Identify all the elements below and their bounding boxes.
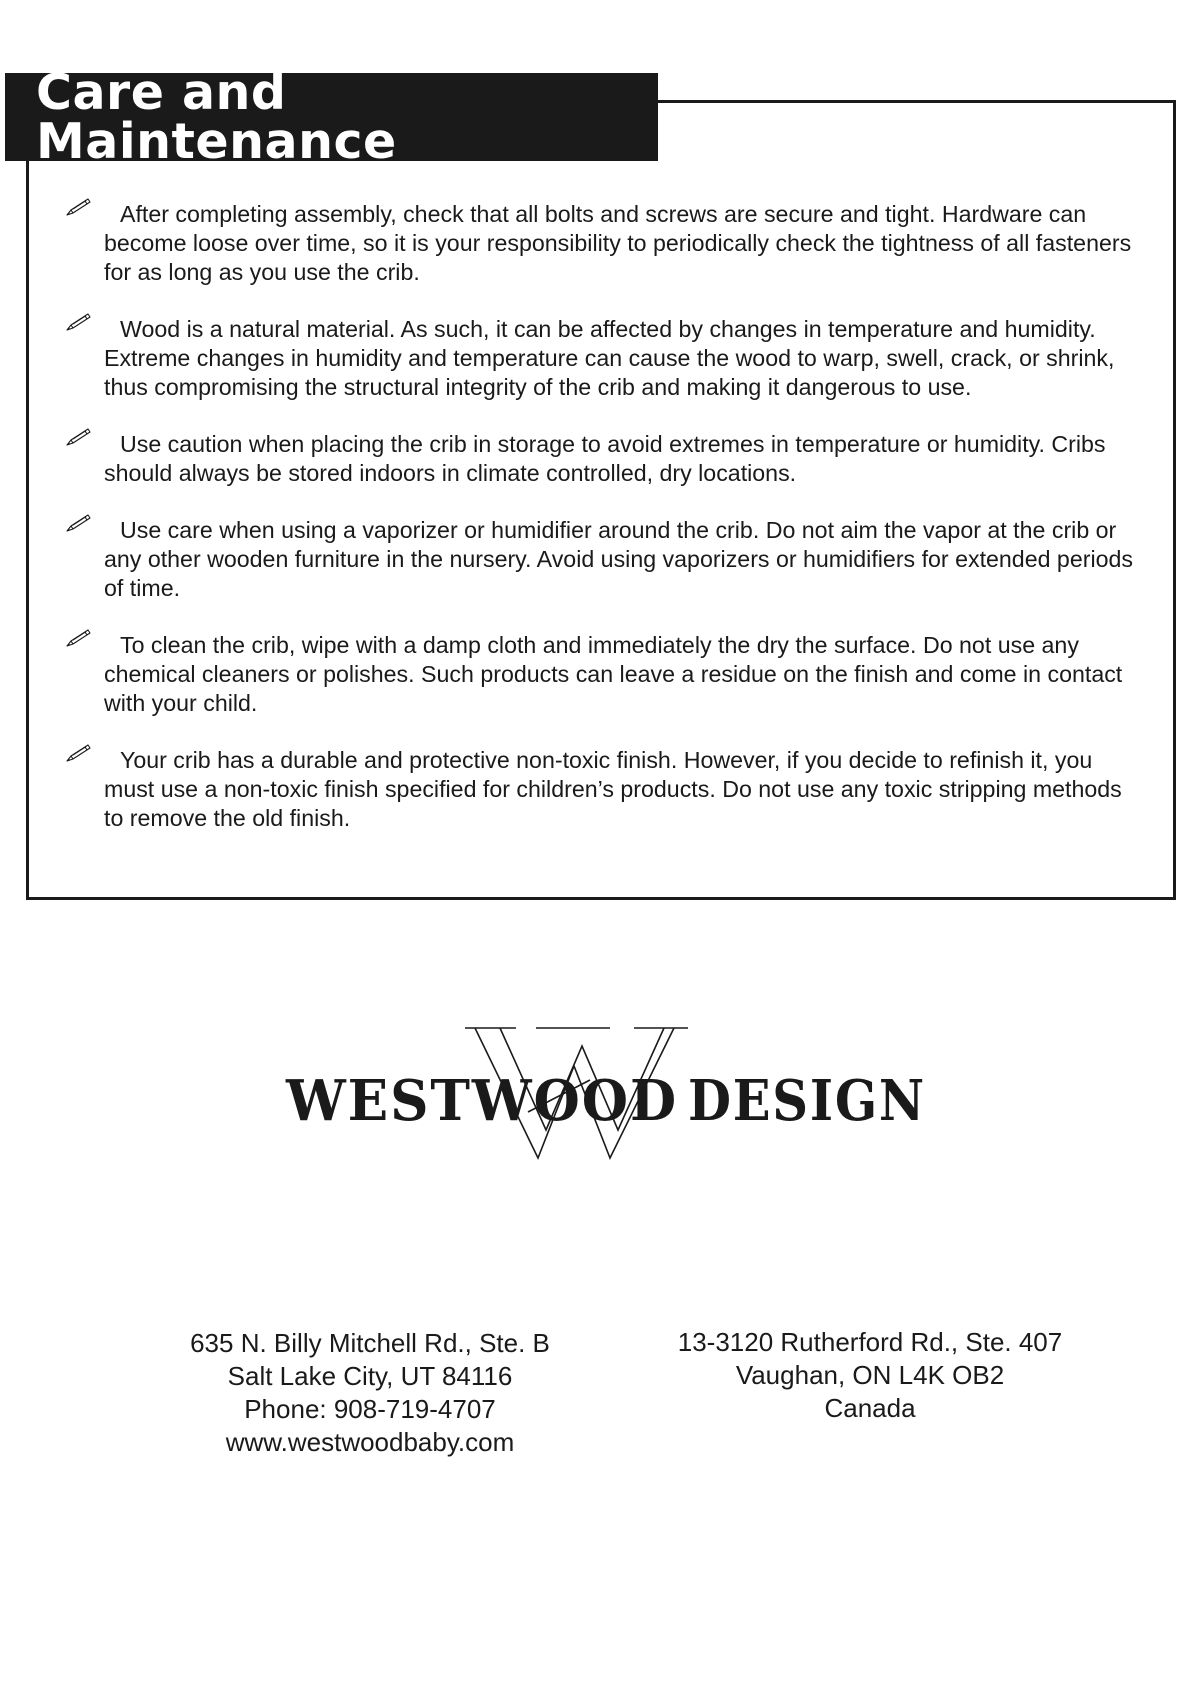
care-instruction-item [60,315,1140,402]
logo-word-westwood: WESTWOOD [285,1068,678,1134]
canada-city: Vaughan, ON L4K OB2 [735,1360,1005,1390]
care-instruction-text: Your crib has a durable and protective non-toxic finish. However, if you decide to refinish it, you must use a non-toxic finish specified for children’s products. Do not use any toxic stripping methods to remove the old finish. [104,747,1122,831]
care-instruction-item [60,746,1140,833]
canada-country: Canada [824,1393,916,1423]
canada-street: 13-3120 Rutherford Rd., Ste. 407 [677,1327,1063,1357]
us-street: 635 N. Billy Mitchell Rd., Ste. B [190,1328,550,1358]
us-website-link[interactable]: www.westwoodbaby.com [225,1427,515,1457]
us-city: Salt Lake City, UT 84116 [227,1361,513,1391]
pencil-icon [64,627,92,649]
care-instruction-item [60,430,1140,488]
pencil-icon [64,512,92,534]
canada-address-block [650,1326,1090,1425]
care-instruction-item [60,200,1140,287]
logo-word-design: DESIGN [688,1068,926,1134]
care-instruction-text: After completing assembly, check that all bolts and screws are secure and tight. Hardware can become loose over time, so it is your responsibility to periodically check the tightness of all fasteners for as long as you use the crib. [104,201,1132,285]
care-instruction-item [60,631,1140,718]
section-title: Care and Maintenance [36,64,397,170]
care-instruction-item [60,516,1140,603]
pencil-icon [64,196,92,218]
westwood-design-logo [270,1020,950,1170]
section-title-banner [5,64,658,170]
care-instructions-list [60,200,1140,833]
pencil-icon [64,426,92,448]
pencil-icon [64,311,92,333]
us-address-block [160,1327,580,1459]
us-phone: Phone: 908-719-4707 [244,1394,496,1424]
care-instruction-text: To clean the crib, wipe with a damp cloth and immediately the dry the surface. Do not use any chemical cleaners or polishes. Such products can leave a residue on the finish and come in contact with your child. [104,632,1123,716]
care-instruction-text: Use care when using a vaporizer or humidifier around the crib. Do not aim the vapor at the crib or any other wooden furniture in the nursery. Avoid using vaporizers or humidifiers for extended periods of time. [104,517,1133,601]
care-instruction-text: Use caution when placing the crib in storage to avoid extremes in temperature or humidity. Cribs should always be stored indoors in climate controlled, dry locations. [104,431,1106,486]
pencil-icon [64,742,92,764]
care-instruction-text: Wood is a natural material. As such, it can be affected by changes in temperature and humidity. Extreme changes in humidity and temperature can cause the wood to warp, swell, crack, or shrink, thus compromising the structural integrity of the crib and making it dangerous to use. [104,316,1115,400]
